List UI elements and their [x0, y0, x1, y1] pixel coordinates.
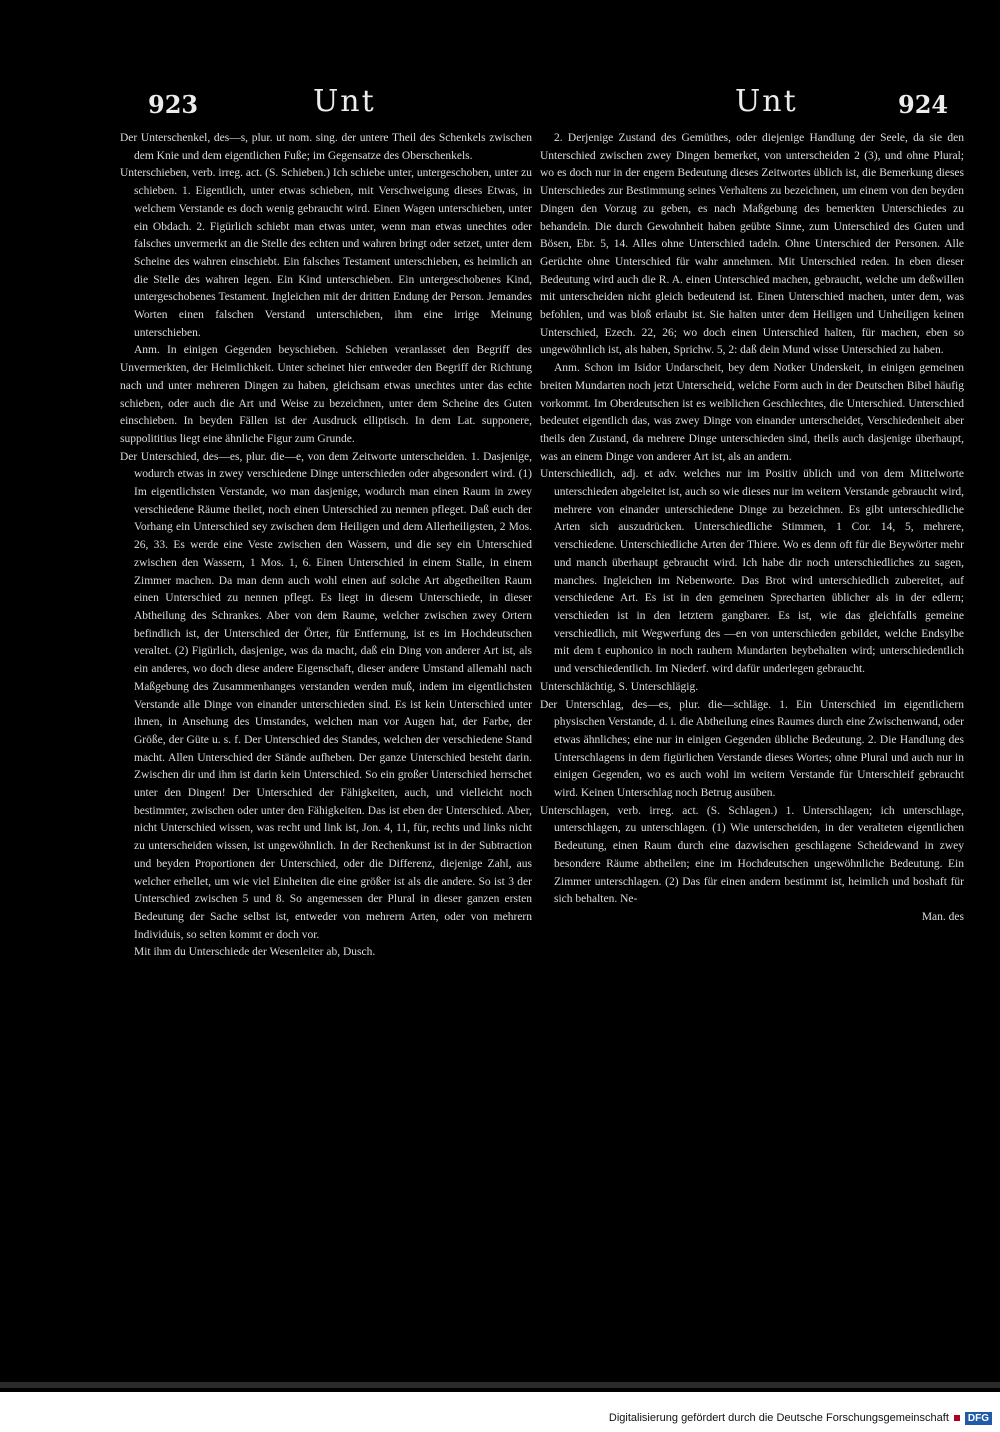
footer-text: Digitalisierung gefördert durch die Deutsche Forschungsgemeinschaft — [608, 1412, 949, 1424]
annotation-paragraph: Anm. In einigen Gegenden beyschieben. Schieben veranlasset den Begriff des Unvermerkten, der Heimlichkeit. Unter scheinet hier entweder den Begriff der Richtung nach und unter mehreren Dingen zu haben, gleichsam etwas unechtes unter das echte schieben, oder auch die Art und Weise zu bezeichnen, unter dem Scheine des Guten einschieben. In beyden Fällen ist der Ausdruck elliptisch. In dem Lat. supponere, suppolititius liegt eine ähnliche Figur zum Grunde. — [120, 344, 532, 445]
dfg-logo: DFG — [965, 1412, 992, 1425]
quotation-line: Mit ihm du Unterschiede der Wesenleiter ab, Dusch. — [134, 946, 376, 959]
separator-square-icon — [954, 1415, 960, 1421]
sense-paragraph: 2. Derjenige Zustand des Gemüthes, oder diejenige Handlung der Seele, da sie den Unterschied zwischen zwey Dingen bemerket, von unterscheiden 2 (3), und ohne Plural; wo es doch nur in der engern Bedeutung dieses Zeitwortes üblich ist, die Bemerkung dieses Unterschiedes zur Bestimmung seines Verhaltens zu bezeichnen, um einem von den beyden Dingen den Vorzug zu geben, es nach Maßgebung des bemerkten Unterschiedes zu behandeln. Die durch Gewohnheit haben geübte Sinne, zum Unterschied des Guten und Bösen, Ebr. 5, 14. Alles ohne Unterschied tadeln. Ohne Unterschied der Personen. Alle Gerüchte ohne Unterschied für wahr annehmen. Mit Unterschied reden. In eben dieser Bedeutung wird auch die R. A. einen Unterschied machen, gebraucht, welche um deßwillen mit unterscheiden nicht gleich bedeutend ist. Einen Unterschied machen, unter dem, was befohlen, und was bloß erlaubt ist. Sie halten unter dem Heiligen und Unheiligen keinen Unterschied, Ezech. 22, 26; wo doch einen Unterschied halten, für machen, eben so ungewöhnlich ist, als haben, Sprichw. 5, 2: daß dein Mund wisse Unterschied zu haben. — [540, 132, 964, 357]
scan-edge-rule — [0, 1382, 1000, 1388]
dictionary-entry: Unterschlagen, verb. irreg. act. (S. Schlagen.) 1. Unterschlagen; ich unterschlage, unterschlagen, zu unterschlagen. (1) Wie unterscheiden, in der veralteten eigentlichen Bedeutung, einen Raum durch eine dazwischen geschlagene Scheidewand in zwey besondere Räume abtheilen; eine im Hochdeutschen ungewöhnliche Bedeutung. Ein Zimmer unterschlagen. (2) Das für einen andern bestimmt ist, heimlich und boshaft für sich behalten. Ne- — [540, 804, 964, 906]
left-page-number: 923 — [148, 90, 199, 119]
left-column — [120, 130, 532, 962]
dictionary-entry: Unterschlächtig, S. Unterschlägig. — [540, 680, 699, 693]
left-running-head: Unt — [313, 84, 376, 119]
annotation-paragraph: Anm. Schon im Isidor Undarscheit, bey dem Notker Underskeit, in einigen gemeinen breiten Mundarten noch jetzt Unterscheid, welche Form auch in der Deutschen Bibel häufig vorkommt. Im Oberdeutschen ist es weiblichen Geschlechtes, die Unterschied. Unterschied bedeutet eigentlich das, was zwey Dinge von einander unterscheidet, Verschiedenheit aber theils den Zustand, da mehrere Dinge unterschieden sind, theils auch dasjenige überhaupt, was an einem Dinge von anderer Art ist, als an andern. — [540, 362, 964, 463]
dictionary-entry: Unterschieben, verb. irreg. act. (S. Schieben.) Ich schiebe unter, untergeschoben, unter zu schieben. 1. Eigentlich, unter etwas schieben, mit Verschweigung dieses Etwas, in welchem Verstande es doch wenig gebraucht wird. Einen Wagen unterschieben, unter ein Obdach. 2. Figürlich schiebt man etwas unter, wenn man etwas unechtes oder falsches unvermerkt an die Stelle des echten und wahren bringt oder setzet, unter dem Scheine des wahren einschiebt. Ein falsches Testament unterschieben, es heimlich an die Stelle des wahren legen. Ein Kind unterschieben. Ein untergeschobenes Kind, untergeschobenes Testament. Ingleichen mit der dritten Endung der Person. Jemandes Worten einen falschen Verstand unterschieben, ihm eine irrige Meinung unterschieben. — [120, 167, 532, 339]
right-column — [540, 130, 964, 927]
dictionary-entry: Der Unterschenkel, des—s, plur. ut nom. sing. der untere Theil des Schenkels zwischen dem Knie und dem eigentlichen Fuße; im Gegensatze des Oberschenkels. — [120, 132, 532, 162]
dictionary-entry: Unterschiedlich, adj. et adv. welches nur im Positiv üblich und von dem Mittelworte unterschieden abgeleitet ist, auch so wie dieses nur im weitern Verstande gebraucht wird, mehrere von einander unterschiedene Dinge zu bezeichnen. Es gibt unterschiedliche Arten sich auszudrücken. Unterschiedliche Stimmen, 1 Cor. 14, 5, mehrere, verschiedene. Unterschiedliche Arten der Thiere. Wo es denn oft für die Beywörter mehr und manch überhaupt gebraucht wird. Ich habe dir noch unterschiedliches zu sagen, manches. Ingleichen im Nebenworte. Das Brot wird unterschiedlich zubereitet, auf verschiedene Art. Es ist in den gemeinen Sprecharten üblicher als in der edlern; verschieden ist in den letztern gangbarer. Es ist, wie das gleichfalls gemeine verschiedlich, mit Wegwerfung des —en von unterschieden gebildet, welche Endsylbe mit dem t euphonico in noch rauhern Mundarten beybehalten wird; unterschiedentlich und verschiedentlich. Im Niederf. wird dafür underlegen gebraucht. — [540, 468, 964, 676]
right-running-head: Unt — [735, 84, 798, 119]
footer-credit — [609, 1409, 992, 1427]
right-page-number: 924 — [898, 90, 949, 119]
dictionary-entry: Der Unterschlag, des—es, plur. die—schläge. 1. Ein Unterschied im eigentlichern physischen Verstande, d. i. die Abtheilung eines Raumes durch eine Zwischenwand, oder etwas ähnliches; eine nur in einigen Gegenden übliche Bedeutung. 2. Die Handlung des Unterschlagens in dem figürlichen Verstande dieses Wortes; ohne Plural und auch nur in einigen Gegenden, wo es auch wohl im weitern Verstande für Unterschleif gebraucht wird. Keinen Unterschlag noch Betrug ausüben. — [540, 698, 964, 800]
catchword: Man. des — [921, 910, 964, 923]
dictionary-entry: Der Unterschied, des—es, plur. die—e, von dem Zeitworte unterscheiden. 1. Dasjenige, wodurch etwas in zwey verschiedene Dinge unterschieden oder abgesondert wird. (1) Im eigentlichsten Verstande, wo man dasjenige, wodurch man einen Raum in zwey verschiedene Räume theilet, noch einen Unterschied zu nennen pfleget. Daß euch der Vorhang ein Unterschied sey zwischen dem Heiligen und dem Allerheiligsten, 2 Mos. 26, 33. Es werde eine Veste zwischen den Wassern, und die sey ein Unterschied zwischen den Wassern, 1 Mos. 1, 6. Einen Unterschied in einem Stalle, in einem Zimmer machen. Da man denn auch wohl einen auf solche Art abgetheilten Raum einen Unterschied zu nennen pflegt. Es liegt in diesem Unterschiede, in dieser Abtheilung des Schrankes. Aber von dem Raume, welcher zwischen zwey Ortern befindlich ist, der Unterschied der Örter, für Entfernung, ist es im Hochdeutschen veraltet. (2) Figürlich, dasjenige, was da macht, daß ein Ding von anderer Art ist, als ein anderes, wo doch diese andere Eigenschaft, dieser andere Umstand allemahl nach Maßgebung des Zusammenhanges verstanden werden muß, indem im eigentlichsten Verstande alle Dinge von einander unterschieden sind. Es ist kein Unterschied unter ihnen, in Ansehung des Umstandes, welchen man vor Augen hat, der Farbe, der Größe, der Güte u. s. f. Der Unterschied des Standes, welchen der verschiedene Stand macht. Allen Unterschied der Stände aufheben. Der ganze Unterschied besteht darin. Zwischen dir und ihm ist darin kein Unterschied. So ein großer Unterschied herrschet unter den Dingen! Der Unterschied der Fähigkeiten, auch, und vielleicht noch bestimmter, zwischen oder unter den Fähigkeiten. Das ist eben der Unterschied. Aber, nicht Unterschied wissen, was recht und link ist, Jon. 4, 11, für, rechts und links nicht zu unterscheiden wissen, ist ungewöhnlich. In der Rechenkunst ist in der Subtraction und beyden Proportionen der Unterschied, oder die Differenz, diejenige Zahl, aus welcher erhellet, um wie viel Einheiten die eine größer ist als die andere. So ist 3 der Unterschied zwischen 5 und 8. So angemessen der Plural in dieser ganzen ersten Bedeutung der Sache selbst ist, entweder von mehrern Arten, oder von mehrern Individuis, so selten kommt er doch vor. — [120, 450, 532, 941]
